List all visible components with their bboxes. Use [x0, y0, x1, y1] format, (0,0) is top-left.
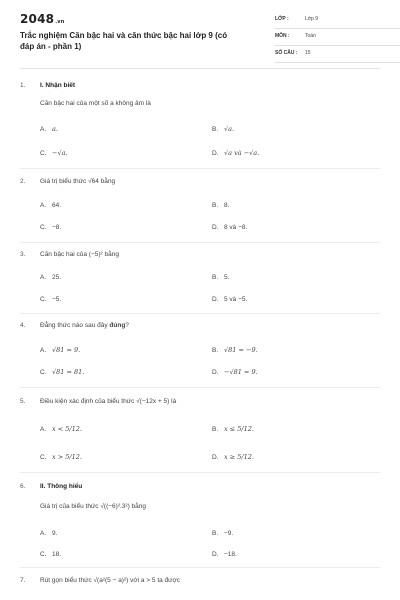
option-b[interactable]: B. 8. [212, 202, 230, 209]
option-d[interactable]: D. −√81 = 9. [212, 368, 258, 376]
question-separator [20, 387, 380, 388]
option-c[interactable]: C. −√a. [40, 149, 68, 157]
option-d[interactable]: D. −18. [212, 551, 237, 558]
option-c[interactable]: C. √81 = 81. [40, 368, 85, 376]
logo[interactable]: 2048.vn [20, 12, 65, 26]
option-a[interactable]: A. a. [40, 125, 58, 133]
question-number: 7. [20, 577, 26, 584]
option-b[interactable]: B. −9. [212, 530, 234, 537]
question-text: Giá trị biểu thức √64 bằng [40, 178, 116, 185]
option-b[interactable]: B. √81 = −9. [212, 346, 258, 354]
question-number: 5. [20, 398, 26, 405]
option-a[interactable]: A. √81 = 9. [40, 346, 81, 354]
question-separator [20, 242, 380, 243]
option-b[interactable]: B. √a. [212, 125, 235, 133]
question-number: 6. [20, 483, 26, 490]
option-c[interactable]: C. −8. [40, 224, 62, 231]
option-a[interactable]: A. x < 5/12. [40, 425, 82, 433]
question-text: Căn bậc hai của (−5)² bằng [40, 251, 119, 258]
option-d[interactable]: D. √a và −√a. [212, 149, 260, 157]
option-b[interactable]: B. 5. [212, 274, 230, 281]
header [20, 0, 382, 62]
option-a[interactable]: A. 9. [40, 530, 58, 537]
section-title: I. Nhận biết [40, 82, 76, 89]
meta-subject: MÔN : Toán [275, 31, 400, 46]
question-separator [20, 168, 380, 169]
option-c[interactable]: C. 18. [40, 551, 62, 558]
question-number: 4. [20, 322, 26, 329]
question-separator [20, 313, 380, 314]
question-number: 2. [20, 178, 26, 185]
option-d[interactable]: D. 5 và −5. [212, 296, 248, 303]
question-text: Giá trị của biểu thức √((−6)².3²) bằng [40, 503, 147, 510]
question-text: Rút gọn biểu thức √(a²(5 − a)²) với a > 5 ta được [40, 577, 181, 584]
meta-class: LỚP : Lớp 9 [275, 14, 400, 29]
option-c[interactable]: C. −5. [40, 296, 62, 303]
meta-count: SỐ CÂU : 15 [275, 48, 400, 63]
question-separator [20, 472, 380, 473]
question-number: 1. [20, 82, 26, 89]
question-number: 3. [20, 251, 26, 258]
question-text: Điều kiện xác định của biểu thức √(−12x + 5) là [40, 398, 177, 405]
question-text: Căn bậc hai của một số a không âm là [40, 100, 151, 107]
option-a[interactable]: A. 64. [40, 202, 62, 209]
question-separator [20, 567, 380, 568]
question-text: Đẳng thức nào sau đây đúng? [40, 322, 129, 329]
meta-info [275, 14, 400, 65]
option-a[interactable]: A. 25. [40, 274, 62, 281]
page-title: Trắc nghiệm Căn bậc hai và căn thức bậc hai lớp 9 (có đáp án - phần 1) [20, 31, 228, 51]
section-title: II. Thông hiểu [40, 483, 83, 490]
option-b[interactable]: B. x ≤ 5/12. [212, 425, 254, 433]
option-c[interactable]: C. x > 5/12. [40, 453, 82, 461]
header-divider [20, 68, 380, 69]
option-d[interactable]: D. x ≥ 5/12. [212, 453, 254, 461]
option-d[interactable]: D. 8 và −8. [212, 224, 248, 231]
